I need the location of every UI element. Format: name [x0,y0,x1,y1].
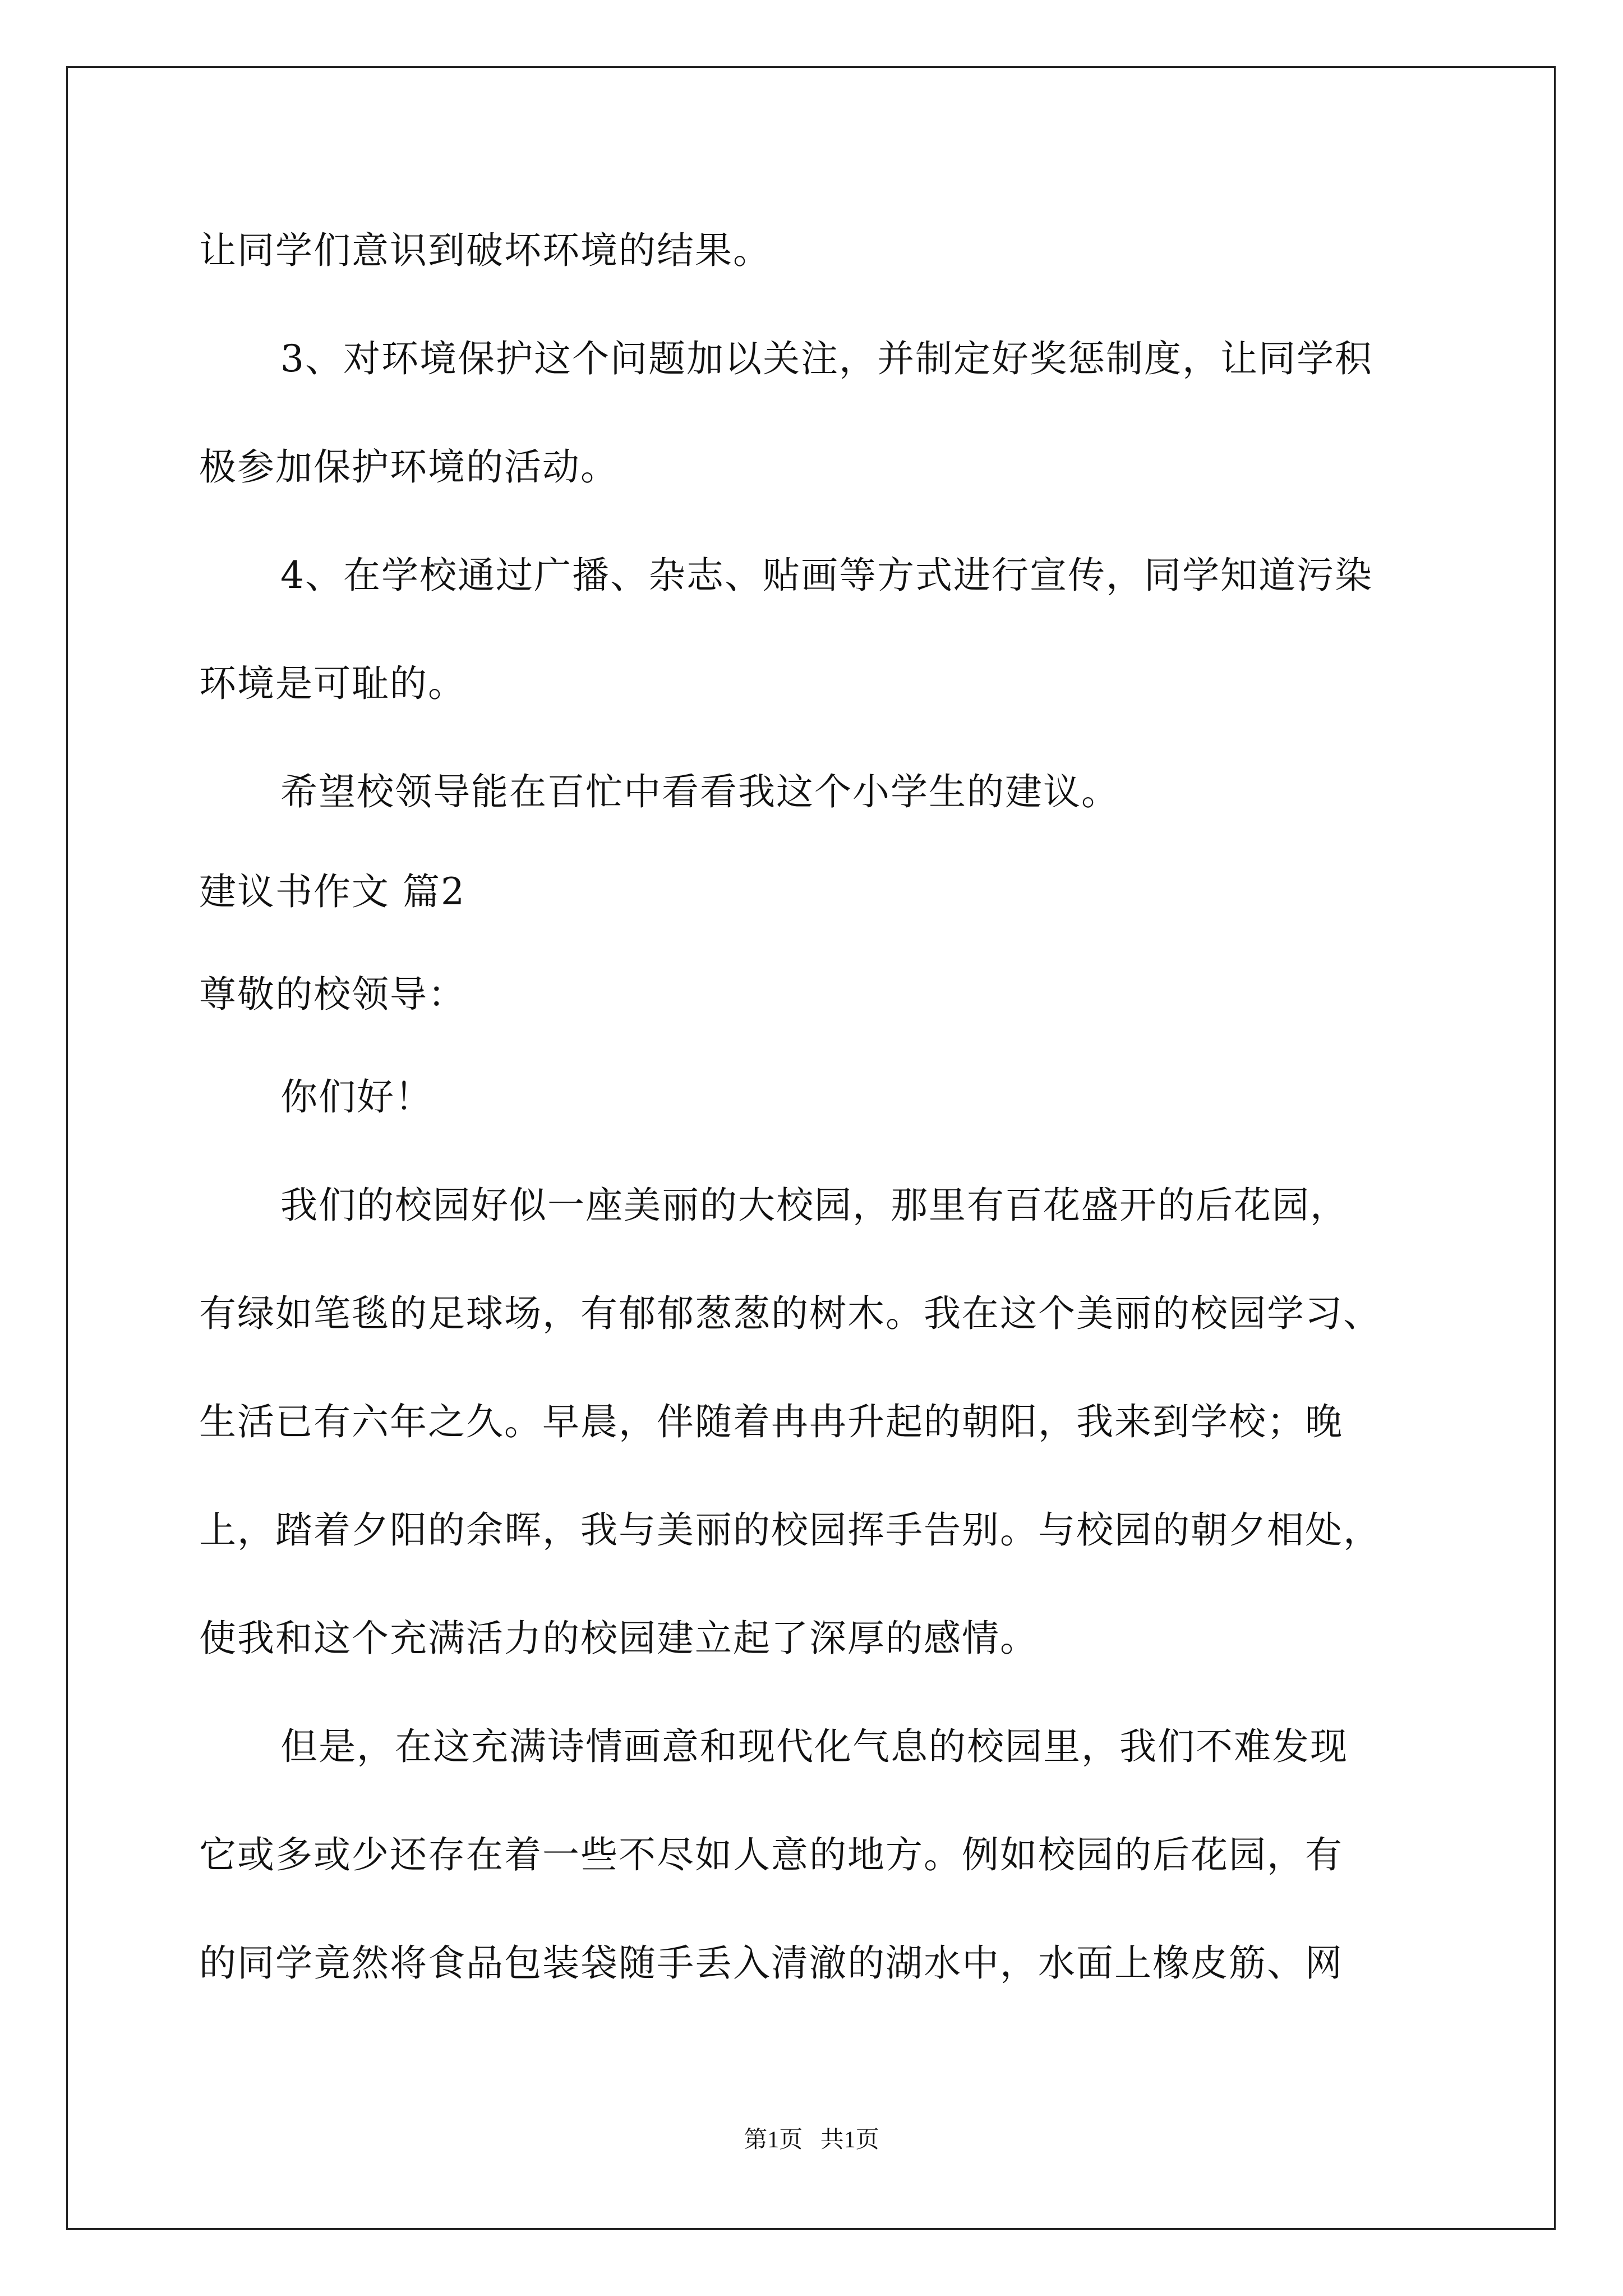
text-line: 生活已有六年之久。早晨，伴随着冉冉升起的朝阳，我来到学校；晚 [199,1400,1343,1443]
text-line: 的同学竟然将食品包装袋随手丢入清澈的湖水中，水面上橡皮筋、网 [199,1941,1343,1985]
text-line: 它或多或少还存在着一些不尽如人意的地方。例如校园的后花园，有 [199,1833,1343,1876]
text-line: 3、对环境保护这个问题加以关注，并制定好奖惩制度，让同学积 [280,337,1373,380]
text-line: 4、在学校通过广播、杂志、贴画等方式进行宣传，同学知道污染 [280,554,1373,597]
section-heading: 建议书作文 篇2 [199,870,465,913]
text-line: 让同学们意识到破坏环境的结果。 [199,229,771,272]
text-line: 环境是可耻的。 [199,662,466,705]
greeting: 你们好！ [280,1075,433,1119]
text-line: 我们的校园好似一座美丽的大校园，那里有百花盛开的后花园， [280,1184,1348,1227]
text-line: 上，踏着夕阳的余晖，我与美丽的校园挥手告别。与校园的朝夕相处， [199,1508,1381,1552]
page-footer: 第1页 共1页 [744,2127,879,2153]
page-border [66,66,1556,2230]
text-line: 希望校领导能在百忙中看看我这个小学生的建议。 [280,770,1119,813]
text-line: 极参加保护环境的活动。 [199,445,619,489]
salutation: 尊敬的校领导： [199,973,466,1016]
text-line: 但是，在这充满诗情画意和现代化气息的校园里，我们不难发现 [280,1725,1348,1768]
text-line: 有绿如笔毯的足球场，有郁郁葱葱的树木。我在这个美丽的校园学习、 [199,1292,1381,1335]
text-line: 使我和这个充满活力的校园建立起了深厚的感情。 [199,1617,1038,1660]
